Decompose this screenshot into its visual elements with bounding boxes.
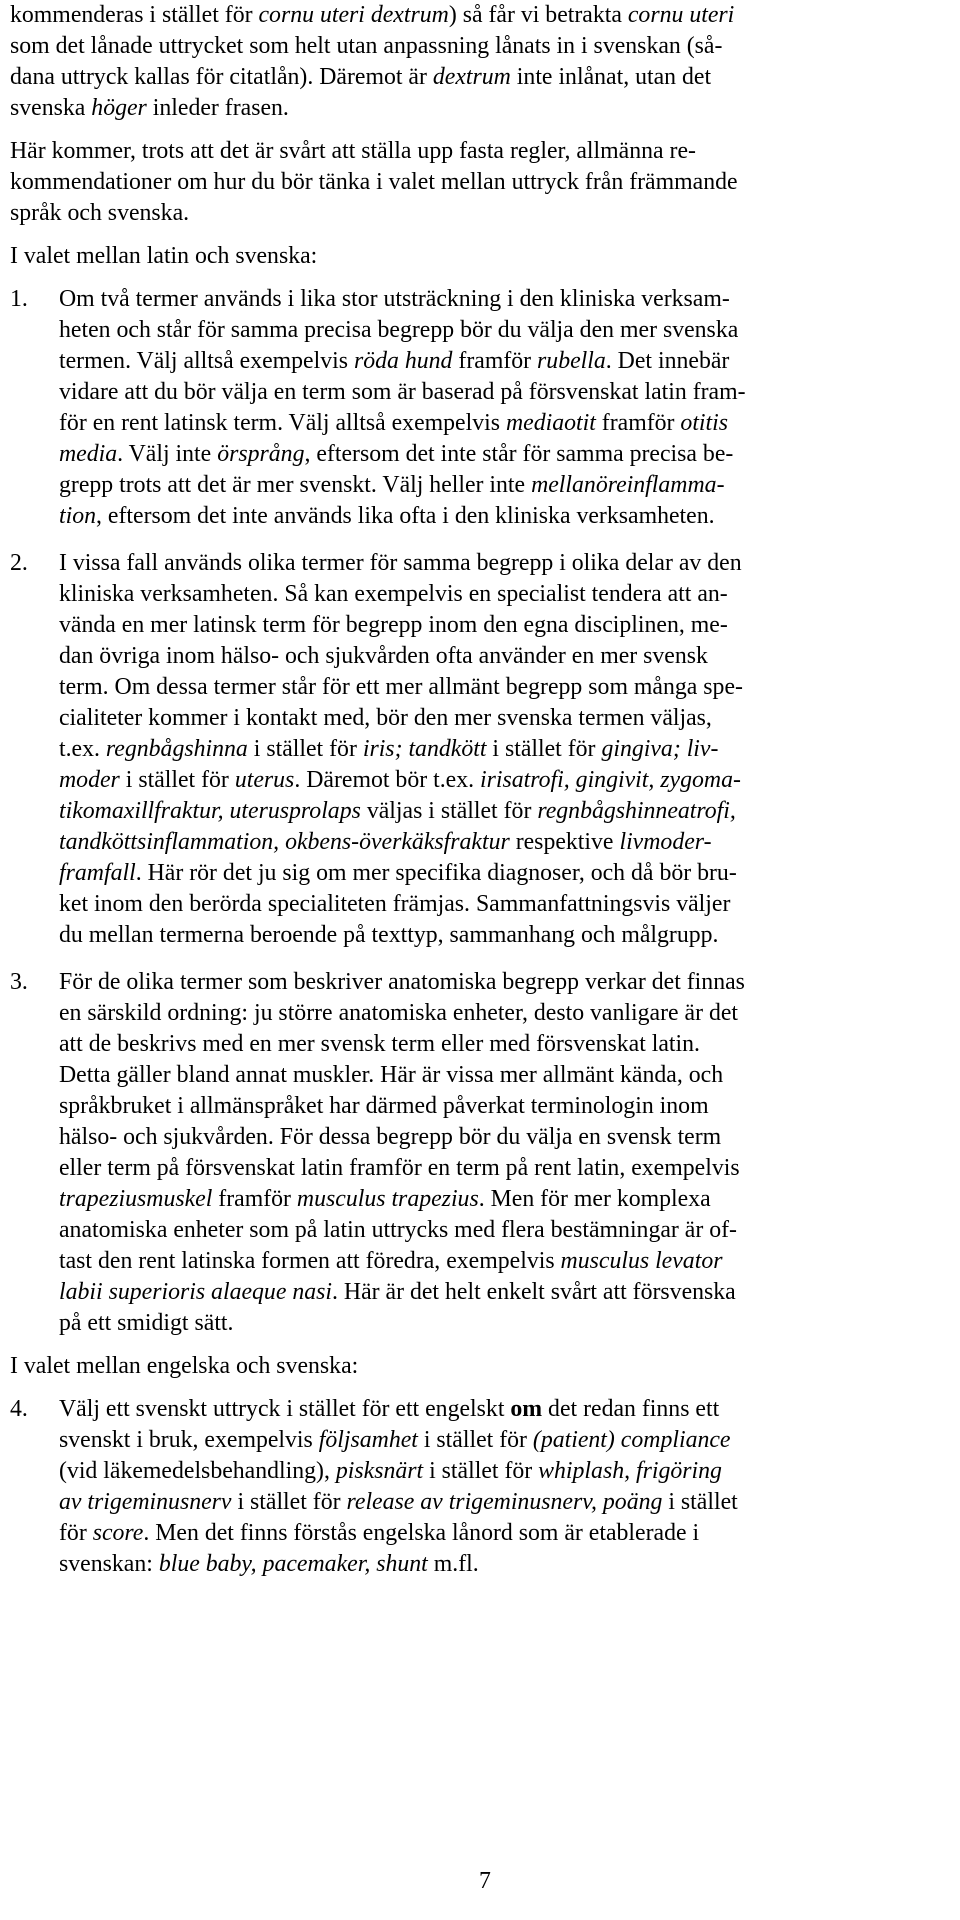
list-number: 1. — [10, 286, 28, 312]
text-line: I vissa fall används olika termer för samma begrepp i olika delar av den — [59, 550, 742, 576]
list-number: 3. — [10, 969, 28, 995]
text-line: grepp trots att det är mer svenskt. Välj heller inte mellanöreinflamma- — [59, 472, 725, 498]
text-line: att de beskrivs med en mer svensk term eller med försvenskat latin. — [59, 1031, 701, 1057]
text-line: svenskan: blue baby, pacemaker, shunt m.fl. — [59, 1551, 479, 1577]
document-page — [10, 0, 960, 1920]
text-line: media. Välj inte örsprång, eftersom det inte står för samma precisa be- — [59, 441, 734, 467]
text-line: term. Om dessa termer står för ett mer allmänt begrepp som många spe- — [59, 674, 743, 700]
paragraph-rules — [10, 136, 960, 229]
text-line: en särskild ordning: ju större anatomiska enheter, desto vanligare är det — [59, 1000, 739, 1026]
text-line: vända en mer latinsk term för begrepp inom den egna disciplinen, me- — [59, 612, 728, 638]
heading-english-swedish: I valet mellan engelska och svenska: — [10, 1353, 359, 1379]
text-line: Om två termer används i lika stor utsträckning i den kliniska verksam- — [59, 286, 730, 312]
text-line: termen. Välj alltså exempelvis röda hund framför rubella. Det innebär — [59, 348, 730, 374]
text-line: som det lånade uttrycket som helt utan anpassning lånats in i svenskan (så- — [10, 33, 723, 59]
text-line: dana uttryck kallas för citatlån). Däremot är dextrum inte inlånat, utan det — [10, 64, 712, 90]
text-line: moder i stället för uterus. Däremot bör t.ex. irisatrofi, gingivit, zygoma- — [59, 767, 741, 793]
heading-latin-swedish: I valet mellan latin och svenska: — [10, 243, 318, 269]
text-line: eller term på försvenskat latin framför en term på rent latin, exempelvis — [59, 1155, 740, 1181]
text-line: framfall. Här rör det ju sig om mer specifika diagnoser, och då bör bru- — [59, 860, 737, 886]
text-line: Detta gäller bland annat muskler. Här är vissa mer allmänt kända, och — [59, 1062, 724, 1088]
text-line: heten och står för samma precisa begrepp bör du välja den mer svenska — [59, 317, 739, 343]
page-number: 7 — [479, 1868, 491, 1894]
text-line: För de olika termer som beskriver anatomiska begrepp verkar det finnas — [59, 969, 745, 995]
text-line: språkbruket i allmänspråket har därmed påverkat terminologin inom — [59, 1093, 709, 1119]
text-line: labii superioris alaeque nasi. Här är det helt enkelt svårt att försvenska — [59, 1279, 736, 1305]
text-line: tion, eftersom det inte används lika ofta i den kliniska verksamheten. — [59, 503, 715, 529]
list-item-text — [59, 284, 960, 532]
text-line: för en rent latinsk term. Välj alltså exempelvis mediaotit framför otitis — [59, 410, 729, 436]
text-line: tast den rent latinska formen att föredra, exempelvis musculus levator — [59, 1248, 723, 1274]
text-line: språk och svenska. — [10, 200, 190, 226]
text-line: Här kommer, trots att det är svårt att ställa upp fasta regler, allmänna re- — [10, 138, 696, 164]
text-line: på ett smidigt sätt. — [59, 1310, 234, 1336]
paragraph-intro — [10, 0, 960, 124]
list-item-text — [59, 548, 960, 951]
text-line: tandköttsinflammation, okbens-överkäksfraktur respektive livmoder- — [59, 829, 712, 855]
text-line: ket inom den berörda specialiteten främjas. Sammanfattningsvis väljer — [59, 891, 731, 917]
text-line: vidare att du bör välja en term som är baserad på försvenskat latin fram- — [59, 379, 746, 405]
list-item-3 — [10, 967, 960, 1339]
list-item-4 — [10, 1394, 960, 1580]
text-line: kommenderas i stället för cornu uteri dextrum) så får vi betrakta cornu uteri — [10, 2, 735, 28]
list-item-2 — [10, 548, 960, 951]
list-item-1 — [10, 284, 960, 532]
text-line: för score. Men det finns förstås engelska lånord som är etablerade i — [59, 1520, 700, 1546]
text-line: trapeziusmuskel framför musculus trapezius. Men för mer komplexa — [59, 1186, 711, 1212]
text-line: dan övriga inom hälso- och sjukvården ofta använder en mer svensk — [59, 643, 708, 669]
text-line: Välj ett svenskt uttryck i stället för ett engelskt om det redan finns ett — [59, 1396, 720, 1422]
text-line: kommendationer om hur du bör tänka i valet mellan uttryck från främmande — [10, 169, 738, 195]
text-line: (vid läkemedelsbehandling), pisksnärt i stället för whiplash, frigöring — [59, 1458, 722, 1484]
text-line: cialiteter kommer i kontakt med, bör den mer svenska termen väljas, — [59, 705, 712, 731]
text-line: hälso- och sjukvården. För dessa begrepp bör du välja en svensk term — [59, 1124, 722, 1150]
text-line: av trigeminusnerv i stället för release av trigeminusnerv, poäng i stället — [59, 1489, 738, 1515]
text-line: tikomaxillfraktur, uterusprolaps väljas i stället för regnbågshinneatrofi, — [59, 798, 736, 824]
list-item-text — [59, 967, 960, 1339]
list-number: 4. — [10, 1396, 28, 1422]
list-number: 2. — [10, 550, 28, 576]
text-line: svenska höger inleder frasen. — [10, 95, 289, 121]
text-line: anatomiska enheter som på latin uttrycks med flera bestämningar är of- — [59, 1217, 737, 1243]
text-line: svenskt i bruk, exempelvis följsamhet i stället för (patient) compliance — [59, 1427, 731, 1453]
text-line: du mellan termerna beroende på texttyp, sammanhang och målgrupp. — [59, 922, 719, 948]
list-item-text — [59, 1394, 960, 1580]
text-line: kliniska verksamheten. Så kan exempelvis en specialist tendera att an- — [59, 581, 728, 607]
text-line: t.ex. regnbågshinna i stället för iris; tandkött i stället för gingiva; liv- — [59, 736, 719, 762]
